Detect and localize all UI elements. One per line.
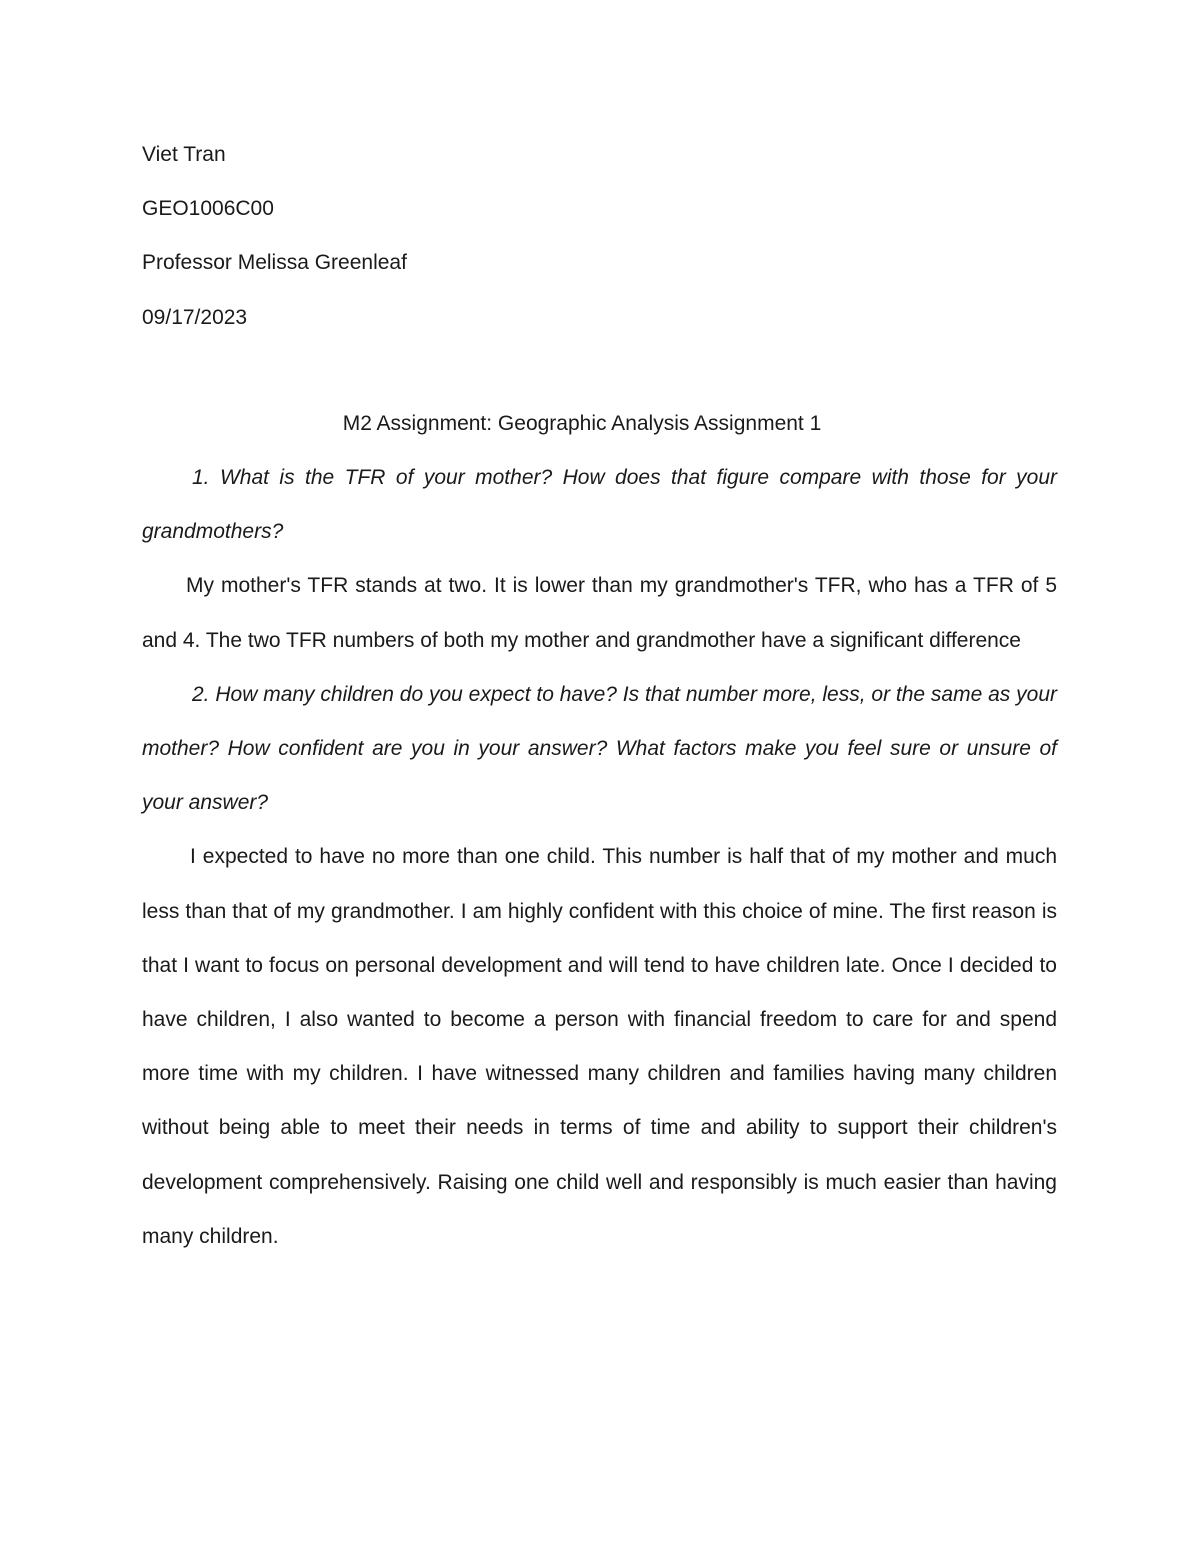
professor-name: Professor Melissa Greenleaf xyxy=(142,251,407,275)
answer-2: I expected to have no more than one child. This number is half that of my mother and much less than that of my grandmother. I am highly confident with this choice of mine. The first reason is that I want to focus on personal development and will tend to have children late. Once I decided to have children, I also wanted to become a person with financial freedom to care for and spend more time with my children. I have witnessed many children and families having many children without being able to meet their needs in terms of time and ability to support their children's development comprehensively. Raising one child well and responsibly is much easier than having many children. xyxy=(142,845,1057,1248)
answer-1: My mother's TFR stands at two. It is lower than my grandmother's TFR, who has a TFR of 5 and 4. The two TFR numbers of both my mother and grandmother have a significant difference xyxy=(142,574,1057,652)
question-1: 1. What is the TFR of your mother? How does that figure compare with those for your grandmothers? xyxy=(142,466,1057,544)
student-name: Viet Tran xyxy=(142,143,226,166)
question-2: 2. How many children do you expect to have? Is that number more, less, or the same as your mother? How confident are you in your answer? What factors make you feel sure or unsure of your answer? xyxy=(142,682,1057,815)
document-body xyxy=(142,128,1057,1264)
assignment-title: M2 Assignment: Geographic Analysis Assignment 1 xyxy=(342,411,822,435)
course-code: GEO1006C00 xyxy=(142,197,274,221)
submission-date: 09/17/2023 xyxy=(142,305,248,329)
header-spacer xyxy=(142,345,1057,397)
